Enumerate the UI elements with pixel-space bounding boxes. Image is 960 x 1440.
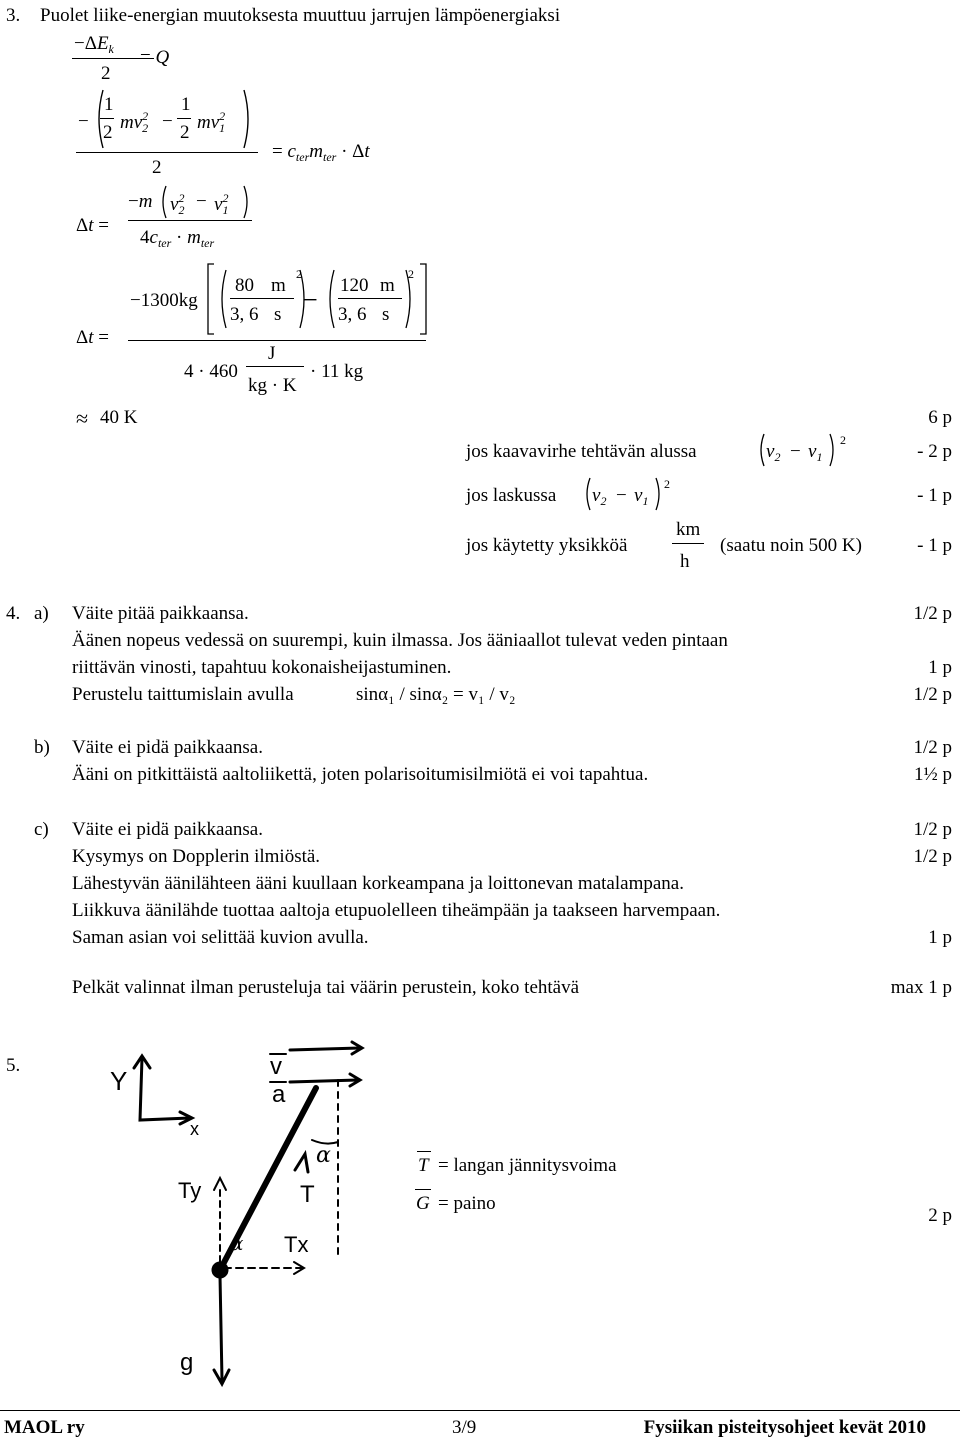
page-number: 3/9 xyxy=(452,1417,477,1438)
tension-label: T xyxy=(300,1181,315,1208)
question-4-number: 4. xyxy=(6,603,21,624)
approx-sign: ≈ xyxy=(76,406,89,431)
question-3-intro: Puolet liike-energian muutoksesta muuttuu jarrujen lämpöenergiaksi xyxy=(40,5,561,26)
question-3-number: 3. xyxy=(6,5,21,26)
footer-publisher: MAOL ry xyxy=(4,1417,85,1438)
footer-title: Fysiikan pisteitysohjeet kevät 2010 xyxy=(643,1417,926,1438)
result-value: 40 K xyxy=(100,407,138,428)
refraction-formula: sinα₁ / sinα₂ = v₁ / v₂ xyxy=(356,684,516,705)
question-4-note: Pelkät valinnat ilman perusteluja tai väärin perustein, koko tehtävä xyxy=(72,977,580,998)
gravity-label: g xyxy=(180,1349,194,1376)
angle-label-top: α xyxy=(316,1143,331,1168)
question-5-points: 2 p xyxy=(928,1205,952,1226)
angle-label-bob: α xyxy=(230,1231,244,1255)
question-3-points: 6 p xyxy=(928,407,952,428)
acceleration-label: a xyxy=(272,1081,286,1108)
x-axis-label: x xyxy=(190,1119,199,1139)
question-5-number: 5. xyxy=(6,1055,21,1076)
pendulum-sketch xyxy=(90,1040,380,1400)
tension-x-label: Tx xyxy=(284,1232,309,1257)
velocity-label: v xyxy=(270,1053,282,1080)
y-axis-label: Y xyxy=(110,1066,128,1096)
tension-y-label: Ty xyxy=(178,1178,202,1203)
